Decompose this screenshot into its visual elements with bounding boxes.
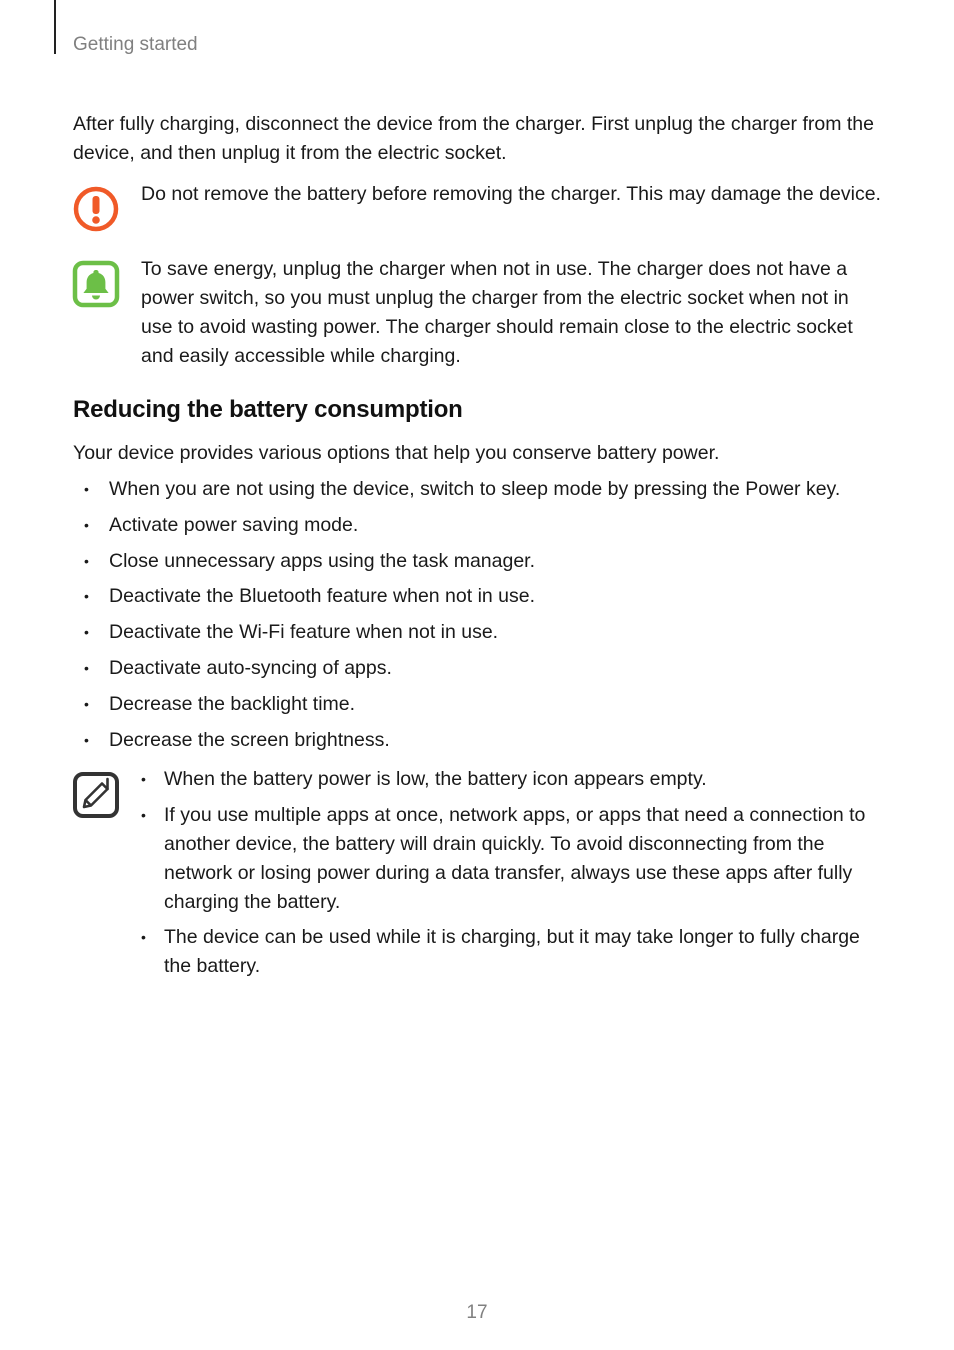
list-item: • Decrease the screen brightness. [73, 726, 885, 762]
bullet-dot: • [84, 481, 89, 497]
bullet-dot: • [141, 771, 146, 787]
caution-icon [72, 185, 120, 233]
bullet-dot: • [141, 806, 146, 823]
section-intro: Your device provides various options that help you conserve battery power. [73, 442, 720, 464]
section-heading: Reducing the battery consumption [73, 396, 463, 423]
section-header: Getting started [73, 34, 198, 55]
memo-item: • If you use multiple apps at once, network apps, or apps that need a connection to another device, the battery will drain quickly. To avoid disconnecting from the network or losing power during a data transfer, always use these apps after fully charging the battery. [141, 801, 871, 917]
memo-item: • The device can be used while it is charging, but it may take longer to fully charge the battery. [141, 923, 871, 981]
bullet-dot: • [84, 659, 89, 676]
list-item: • When you are not using the device, switch to sleep mode by pressing the Power key. [73, 475, 885, 511]
list-item: • Deactivate the Bluetooth feature when not in use. [73, 582, 885, 618]
header-rule [54, 0, 56, 54]
bullet-dot: • [84, 624, 89, 641]
memo-item: • When the battery power is low, the battery icon appears empty. [141, 765, 871, 794]
battery-tips-list [73, 475, 885, 761]
bullet-dot: • [84, 695, 89, 712]
notification-bell-icon [72, 260, 120, 308]
bullet-dot: • [84, 516, 89, 533]
intro-paragraph: After fully charging, disconnect the device from the charger. First unplug the charger from the device, and then unplug it from the electric socket. [73, 113, 874, 164]
list-item: • Decrease the backlight time. [73, 690, 885, 726]
bullet-dot: • [84, 552, 89, 569]
memo-pen-icon [72, 771, 120, 819]
memo-list [141, 765, 871, 988]
list-item: • Deactivate the Wi-Fi feature when not in use. [73, 618, 885, 654]
bullet-dot: • [84, 731, 89, 748]
bullet-dot: • [84, 588, 89, 605]
list-item: • Deactivate auto-syncing of apps. [73, 654, 885, 690]
list-item: • Close unnecessary apps using the task manager. [73, 547, 885, 583]
list-item: • Activate power saving mode. [73, 511, 885, 547]
bullet-dot: • [141, 929, 146, 945]
tip-text: To save energy, unplug the charger when not in use. The charger does not have a power switch, so you must unplug the charger from the electric socket when not in use to avoid wasting power. The charger should remain close to the electric socket and easily accessible while charging. [141, 258, 853, 367]
page-number: 17 [466, 1302, 488, 1323]
caution-text: Do not remove the battery before removing the charger. This may damage the device. [141, 183, 881, 205]
